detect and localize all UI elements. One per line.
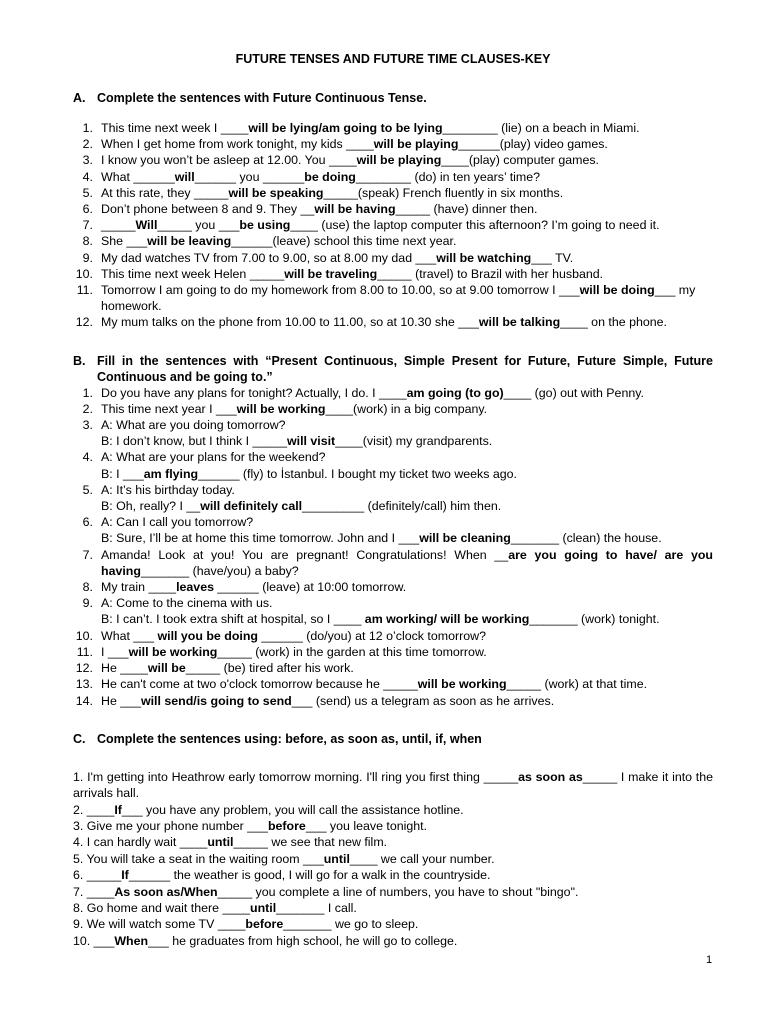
sentence-text: _____ you complete a line of numbers, you have to shout "bingo".	[217, 884, 579, 899]
item-sentence	[101, 595, 713, 611]
answer-text: am going (to go)	[406, 385, 504, 400]
list-item	[73, 595, 713, 611]
sentence-text: This time next week I ____	[101, 121, 249, 135]
sentence-text: ____ (go) out with Penny.	[503, 385, 644, 400]
sentence-text: ______ (leave) at 10:00 tomorrow.	[213, 580, 407, 595]
list-item	[73, 282, 713, 314]
answer-text: will	[174, 169, 195, 184]
list-item	[73, 120, 713, 136]
sentence-text: What ______	[101, 169, 175, 184]
document-page	[73, 52, 713, 949]
sentence-text: A: Come to the cinema with us.	[101, 596, 273, 611]
item-number: 1.	[82, 385, 93, 400]
sentence-text: I ___	[101, 644, 129, 659]
section-b-list	[73, 385, 713, 709]
page-number: 1	[706, 954, 713, 966]
answer-text: are you going to have/ are you having	[101, 547, 713, 578]
item-number: 5.	[82, 185, 93, 200]
sentence-text: 10. ___	[73, 933, 115, 948]
sentence-text: ______ the weather is good, I will go for a walk in the countryside.	[128, 868, 491, 883]
sentence-text: B: I can’t. I took extra shift at hospital, so I ____	[101, 612, 365, 627]
item-number: 10.	[75, 266, 93, 281]
section-c-title: Complete the sentences using: before, as soon as, until, if, when	[97, 731, 482, 746]
list-item	[73, 676, 713, 692]
answer-text: will send/is going to send	[140, 693, 292, 708]
sentence-text: _____(speak) French fluently in six months.	[323, 185, 564, 200]
sentence-text: _____ (travel) to Brazil with her husband.	[377, 266, 604, 281]
answer-text: will be cleaning	[419, 531, 511, 546]
list-item	[73, 314, 713, 330]
sentence-text: 1. I'm getting into Heathrow early tomorrow morning. I'll ring you first thing _____	[73, 769, 519, 784]
sentence-text: ___ my homework.	[101, 283, 696, 314]
sentence-text: _______ (clean) the house.	[510, 531, 662, 546]
item-sentence	[101, 385, 713, 401]
list-item	[73, 250, 713, 266]
item-number: 12.	[75, 661, 93, 676]
list-item	[73, 660, 713, 676]
list-item	[73, 867, 713, 883]
list-item	[73, 628, 713, 644]
list-item	[73, 933, 713, 949]
item-number: 6.	[82, 202, 93, 217]
list-item	[73, 916, 713, 932]
answer-text: will be watching	[436, 250, 532, 265]
sentence-text: _____ (work) at that time.	[506, 677, 648, 692]
item-sentence	[101, 676, 713, 692]
item-number: 11.	[76, 644, 93, 659]
item-sentence	[101, 266, 713, 282]
item-number: 13.	[75, 677, 93, 692]
sentence-text: B: Oh, really? I __	[101, 499, 201, 514]
section-a-heading	[73, 90, 713, 106]
list-item	[73, 579, 713, 595]
item-sentence	[101, 401, 713, 417]
item-sentence	[101, 169, 713, 185]
sentence-text: 3. Give me your phone number ___	[73, 818, 268, 833]
section-a-title: Complete the sentences with Future Continuous Tense.	[97, 91, 427, 105]
answer-text: will be speaking	[228, 185, 324, 200]
answer-text: am working/ will be working	[364, 612, 530, 627]
sentence-text: _____ (be) tired after his work.	[185, 661, 354, 676]
item-sentence	[101, 233, 713, 249]
dialogue-reply	[73, 466, 713, 482]
item-sentence	[101, 449, 713, 465]
sentence-text: _______ I call.	[276, 900, 357, 915]
item-number: 3.	[82, 418, 93, 433]
sentence-text: ________ (do) in ten years’ time?	[355, 169, 541, 184]
item-sentence	[101, 152, 713, 168]
section-c-letter: C.	[73, 731, 86, 746]
item-sentence	[101, 644, 713, 660]
list-item	[73, 266, 713, 282]
answer-text: will visit	[286, 434, 336, 449]
item-sentence	[101, 250, 713, 266]
item-sentence	[101, 282, 713, 314]
item-number: 2.	[82, 137, 93, 152]
answer-text: If	[114, 802, 122, 817]
item-sentence	[101, 314, 713, 330]
answer-text: will be having	[314, 202, 396, 217]
sentence-text: _____ you ___	[157, 218, 240, 233]
item-sentence	[101, 660, 713, 676]
sentence-text: B: I ___	[101, 466, 144, 481]
item-sentence	[101, 185, 713, 201]
answer-text: until	[250, 900, 277, 915]
sentence-text: 9. We will watch some TV ____	[73, 917, 246, 932]
sentence-text: This time next week Helen _____	[101, 266, 285, 281]
sentence-text: _____ we see that new film.	[233, 835, 388, 850]
sentence-text: ______ (fly) to İstanbul. I bought my ticket two weeks ago.	[198, 466, 517, 481]
item-sentence	[101, 547, 713, 579]
item-number: 14.	[75, 693, 93, 708]
item-sentence	[101, 693, 713, 709]
sentence-text: 8. Go home and wait there ____	[73, 900, 251, 915]
sentence-text: Don’t phone between 8 and 9. They __	[101, 202, 315, 217]
sentence-text: When I get home from work tonight, my kids ____	[101, 137, 374, 152]
item-sentence	[101, 120, 713, 136]
sentence-text: _____	[101, 218, 136, 233]
section-a-letter: A.	[73, 91, 86, 105]
item-number: 3.	[82, 153, 93, 168]
list-item	[73, 233, 713, 249]
item-number: 2.	[82, 401, 93, 416]
item-number: 4.	[82, 450, 93, 465]
answer-text: will be working	[236, 401, 326, 416]
item-number: 12.	[75, 315, 93, 330]
item-sentence	[101, 514, 713, 530]
answer-text: Will	[135, 218, 158, 233]
sentence-text: At this rate, they _____	[101, 185, 229, 200]
sentence-text: ___ TV.	[531, 250, 574, 265]
list-item	[73, 417, 713, 433]
sentence-text: B: Sure, I’ll be at home this time tomorrow. John and I ___	[101, 531, 420, 546]
list-item	[73, 482, 713, 498]
list-item	[73, 152, 713, 168]
section-c-list	[73, 769, 713, 949]
section-b-title: Fill in the sentences with “Present Continuous, Simple Present for Future, Future Simple, Future Continuous and be going to.”	[97, 353, 713, 384]
sentence-text: ______ you ______	[194, 169, 305, 184]
sentence-text: My dad watches TV from 7.00 to 9.00, so at 8.00 my dad ___	[101, 250, 437, 265]
sentence-text: ________ (lie) on a beach in Miami.	[442, 121, 640, 135]
item-number: 8.	[82, 234, 93, 249]
answer-text: If	[121, 868, 129, 883]
sentence-text: ___ he graduates from high school, he will go to college.	[148, 933, 458, 948]
sentence-text: _______ (work) tonight.	[529, 612, 660, 627]
answer-text: am flying	[143, 466, 199, 481]
dialogue-reply	[73, 611, 713, 627]
answer-text: will be leaving	[147, 234, 232, 249]
answer-text: until	[323, 851, 350, 866]
sentence-text: ____ we call your number.	[349, 851, 495, 866]
item-sentence	[101, 628, 713, 644]
sentence-text: 6. _____	[73, 868, 122, 883]
section-c-heading	[73, 731, 713, 747]
dialogue-reply	[73, 433, 713, 449]
sentence-text: _________ (definitely/call) him then.	[302, 499, 502, 514]
answer-text: leaves	[176, 580, 214, 595]
list-item	[73, 401, 713, 417]
section-b-heading	[73, 353, 713, 385]
sentence-text: ____ (use) the laptop computer this afternoon? I’m going to need it.	[290, 218, 660, 233]
answer-text: before	[267, 818, 306, 833]
answer-text: will be playing	[356, 153, 442, 168]
answer-text: will be traveling	[284, 266, 378, 281]
sentence-text: He ____	[101, 661, 148, 676]
sentence-text: ___ you have any problem, you will call the assistance hotline.	[121, 802, 464, 817]
sentence-text: Amanda! Look at you! You are pregnant! Congratulations! When __	[101, 547, 509, 562]
sentence-text: This time next year I ___	[101, 401, 237, 416]
sentence-text: Tomorrow I am going to do my homework from 8.00 to 10.00, so at 9.00 tomorrow I ___	[101, 283, 580, 298]
item-number: 10.	[75, 628, 93, 643]
answer-text: will definitely call	[200, 499, 303, 514]
answer-text: will be	[147, 661, 186, 676]
sentence-text: ___ (send) us a telegram as soon as he arrives.	[291, 693, 555, 708]
sentence-text: A: What are you doing tomorrow?	[101, 418, 286, 433]
answer-text: will be talking	[478, 315, 561, 330]
item-sentence	[101, 482, 713, 498]
item-number: 5.	[82, 482, 93, 497]
sentence-text: ______ (do/you) at 12 o’clock tomorrow?	[257, 628, 486, 643]
item-sentence	[101, 417, 713, 433]
answer-text: will be playing	[373, 137, 459, 152]
list-item	[73, 818, 713, 834]
sentence-text: Do you have any plans for tonight? Actually, I do. I ____	[101, 385, 407, 400]
sentence-text: ____(work) in a big company.	[325, 401, 488, 416]
sentence-text: ___ you leave tonight.	[305, 818, 428, 833]
sentence-text: My mum talks on the phone from 10.00 to 11.00, so at 10.30 she ___	[101, 315, 479, 330]
item-sentence	[101, 201, 713, 217]
list-item	[73, 185, 713, 201]
dialogue-reply	[73, 530, 713, 546]
list-item	[73, 385, 713, 401]
sentence-text: I know you won’t be asleep at 12.00. You ____	[101, 153, 357, 168]
answer-text: will be doing	[579, 283, 655, 298]
answer-text: will be lying/am going to be lying	[248, 121, 443, 135]
list-item	[73, 802, 713, 818]
page-title: FUTURE TENSES AND FUTURE TIME CLAUSES-KEY	[235, 52, 551, 66]
sentence-text: What ___	[101, 628, 158, 643]
sentence-text: _______ we go to sleep.	[283, 917, 419, 932]
answer-text: before	[245, 917, 284, 932]
list-item	[73, 769, 713, 802]
item-number: 4.	[82, 169, 93, 184]
list-item	[73, 449, 713, 465]
item-number: 9.	[82, 250, 93, 265]
item-number: 11.	[76, 283, 93, 298]
sentence-text: ______(play) video games.	[458, 137, 608, 152]
answer-text: will be working	[417, 677, 507, 692]
list-item	[73, 644, 713, 660]
sentence-text: A: It’s his birthday today.	[101, 482, 235, 497]
item-number: 1.	[82, 121, 93, 135]
item-sentence	[101, 579, 713, 595]
list-item	[73, 884, 713, 900]
sentence-text: A: Can I call you tomorrow?	[101, 515, 254, 530]
answer-text: be doing	[304, 169, 356, 184]
list-item	[73, 169, 713, 185]
sentence-text: She ___	[101, 234, 148, 249]
list-item	[73, 136, 713, 152]
item-number: 7.	[82, 218, 93, 233]
sentence-text: 4. I can hardly wait ____	[73, 835, 208, 850]
list-item	[73, 201, 713, 217]
answer-text: as soon as	[518, 769, 583, 784]
sentence-text: ____ on the phone.	[560, 315, 667, 330]
item-sentence	[101, 136, 713, 152]
list-item	[73, 851, 713, 867]
answer-text: will you be doing	[157, 628, 258, 643]
sentence-text: 5. You will take a seat in the waiting room ___	[73, 851, 324, 866]
sentence-text: 2. ____	[73, 802, 115, 817]
sentence-text: A: What are your plans for the weekend?	[101, 450, 326, 465]
section-a-list	[73, 120, 713, 331]
list-item	[73, 900, 713, 916]
answer-text: until	[207, 835, 234, 850]
sentence-text: He ___	[101, 693, 141, 708]
list-item	[73, 693, 713, 709]
item-number: 7.	[82, 547, 93, 562]
list-item	[73, 547, 713, 579]
sentence-text: 7. ____	[73, 884, 115, 899]
item-sentence	[101, 217, 713, 233]
sentence-text: B: I don’t know, but I think I _____	[101, 434, 287, 449]
dialogue-reply	[73, 498, 713, 514]
sentence-text: _____ (work) in the garden at this time tomorrow.	[217, 644, 487, 659]
item-number: 9.	[82, 596, 93, 611]
section-b-letter: B.	[73, 353, 86, 368]
item-number: 6.	[82, 515, 93, 530]
sentence-text: _______ (have/you) a baby?	[140, 563, 299, 578]
list-item	[73, 834, 713, 850]
list-item	[73, 514, 713, 530]
sentence-text: ______(leave) school this time next year.	[231, 234, 457, 249]
list-item	[73, 217, 713, 233]
sentence-text: ____(visit) my grandparents.	[335, 434, 493, 449]
sentence-text: _____ I make it into the arrivals hall.	[73, 769, 713, 801]
sentence-text: He can't come at two o'clock tomorrow because he _____	[101, 677, 418, 692]
sentence-text: My train ____	[101, 580, 177, 595]
item-number: 8.	[82, 580, 93, 595]
sentence-text: _____ (have) dinner then.	[395, 202, 538, 217]
answer-text: will be working	[128, 644, 218, 659]
answer-text: be using	[239, 218, 291, 233]
answer-text: When	[114, 933, 149, 948]
sentence-text: ____(play) computer games.	[441, 153, 599, 168]
answer-text: As soon as/When	[114, 884, 218, 899]
